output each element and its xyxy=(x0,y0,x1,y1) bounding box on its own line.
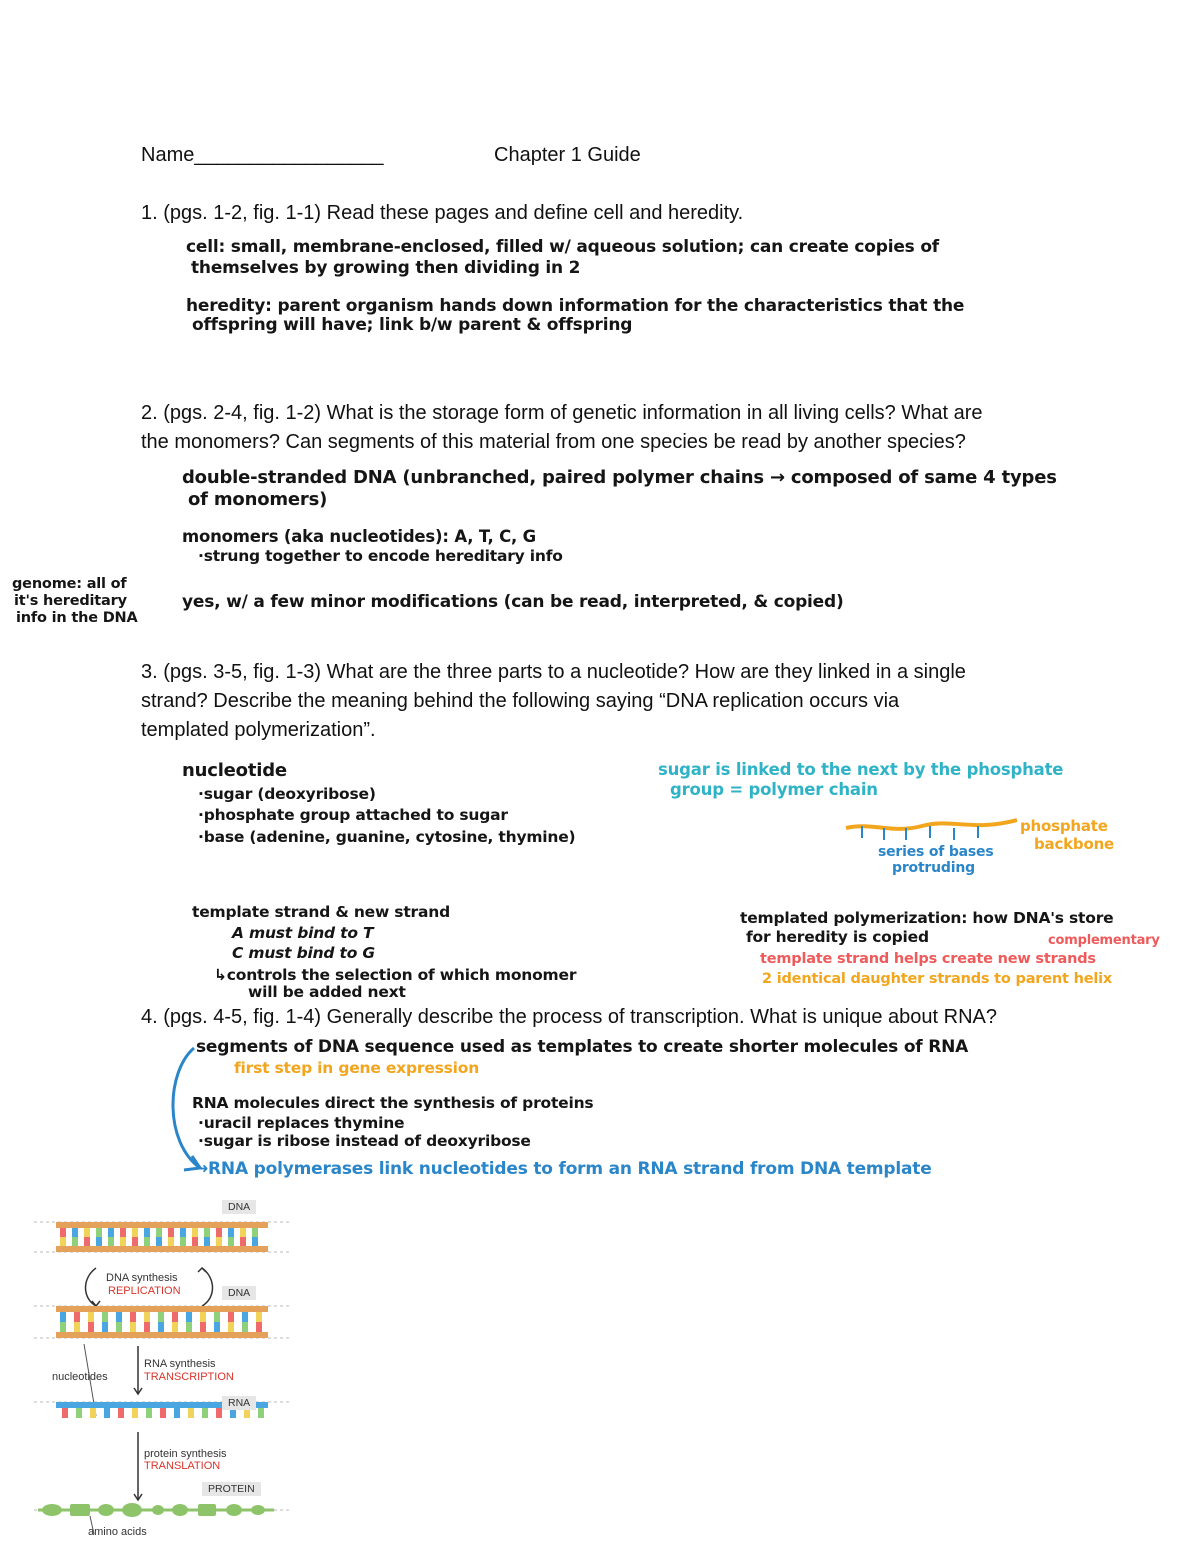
rna-tag: RNA xyxy=(222,1396,256,1410)
sugar-link-note-line1: sugar is linked to the next by the phosphate xyxy=(658,760,1064,779)
rna-polymerase-note: →RNA polymerases link nucleotides to form an RNA strand from DNA template xyxy=(194,1159,932,1179)
rna-answer-line3: ·sugar is ribose instead of deoxyribose xyxy=(198,1132,531,1150)
genome-note-line3: info in the DNA xyxy=(16,610,138,626)
dna-synthesis-label: DNA synthesis xyxy=(106,1272,178,1284)
question-2-line2: the monomers? Can segments of this material from one species be read by another species? xyxy=(141,431,966,453)
nucleotide-part-sugar: ·sugar (deoxyribose) xyxy=(198,785,376,803)
first-step-note: first step in gene expression xyxy=(234,1059,480,1077)
templated-polymerization-line1: templated polymerization: how DNA's store xyxy=(740,909,1114,927)
rna-answer-line1: RNA molecules direct the synthesis of proteins xyxy=(192,1094,594,1112)
controls-note-line1: ↳controls the selection of which monomer xyxy=(214,966,577,984)
protein-tag: PROTEIN xyxy=(202,1482,261,1496)
yes-answer-line: yes, w/ a few minor modifications (can be read, interpreted, & copied) xyxy=(182,592,844,612)
cell-definition-line2: themselves by growing then dividing in 2 xyxy=(191,258,581,278)
question-3-line2: strand? Describe the meaning behind the following saying “DNA replication occurs via xyxy=(141,690,900,712)
question-3-line1: 3. (pgs. 3-5, fig. 1-3) What are the three parts to a nucleotide? How are they linked in a single xyxy=(141,661,966,683)
phosphate-backbone-sketch xyxy=(842,814,1022,844)
genome-note-line2: it's hereditary xyxy=(14,593,127,609)
complementary-note: complementary xyxy=(1048,933,1160,948)
bases-label-line2: protruding xyxy=(892,860,975,876)
question-2-line1: 2. (pgs. 2-4, fig. 1-2) What is the storage form of genetic information in all living cells? What are xyxy=(141,402,983,424)
segments-answer-line: segments of DNA sequence used as templates to create shorter molecules of RNA xyxy=(196,1037,969,1057)
dna-answer-line2: of monomers) xyxy=(188,489,328,510)
monomers-answer-line2: ·strung together to encode hereditary info xyxy=(198,547,563,565)
amino-acids-label: amino acids xyxy=(88,1526,147,1538)
heredity-definition-line2: offspring will have; link b/w parent & offspring xyxy=(192,315,633,335)
question-1: 1. (pgs. 1-2, fig. 1-1) Read these pages and define cell and heredity. xyxy=(141,202,744,224)
pairing-rule-c-g: C must bind to G xyxy=(232,944,375,962)
question-3-line3: templated polymerization”. xyxy=(141,719,376,741)
phosphate-backbone-label-line2: backbone xyxy=(1034,835,1115,853)
rna-answer-line2: ·uracil replaces thymine xyxy=(198,1114,405,1132)
central-dogma-figure xyxy=(34,1194,294,1546)
transcription-label: TRANSCRIPTION xyxy=(144,1371,234,1383)
templated-polymerization-line2: for heredity is copied xyxy=(746,928,929,946)
question-4: 4. (pgs. 4-5, fig. 1-4) Generally describe the process of transcription. What is unique about RNA? xyxy=(141,1006,997,1028)
replication-label: REPLICATION xyxy=(108,1285,181,1297)
template-strand-title: template strand & new strand xyxy=(192,903,450,921)
bases-label-line1: series of bases xyxy=(878,844,994,860)
template-helps-note: template strand helps create new strands xyxy=(760,951,1096,967)
sugar-link-note-line2: group = polymer chain xyxy=(670,780,878,799)
nucleotides-label: nucleotides xyxy=(52,1371,108,1383)
dna-tag-top: DNA xyxy=(222,1200,256,1214)
dna-answer-line1: double-stranded DNA (unbranched, paired polymer chains → composed of same 4 types xyxy=(182,467,1057,488)
rna-synthesis-label: RNA synthesis xyxy=(144,1358,216,1370)
identical-strands-note: 2 identical daughter strands to parent helix xyxy=(762,971,1113,987)
nucleotide-title: nucleotide xyxy=(182,760,287,781)
phosphate-backbone-label-line1: phosphate xyxy=(1020,817,1108,835)
nucleotide-part-base: ·base (adenine, guanine, cytosine, thymine) xyxy=(198,828,576,846)
translation-label: TRANSLATION xyxy=(144,1460,221,1472)
pairing-rule-a-t: A must bind to T xyxy=(232,924,374,942)
cell-definition-line1: cell: small, membrane-enclosed, filled w/ aqueous solution; can create copies of xyxy=(186,237,939,257)
genome-note-line1: genome: all of xyxy=(12,576,127,592)
monomers-answer-line1: monomers (aka nucleotides): A, T, C, G xyxy=(182,527,536,546)
curved-arrow-sketch xyxy=(160,1042,208,1176)
nucleotide-part-phosphate: ·phosphate group attached to sugar xyxy=(198,806,508,824)
heredity-definition-line1: heredity: parent organism hands down information for the characteristics that the xyxy=(186,296,965,316)
controls-note-line2: will be added next xyxy=(248,983,406,1001)
name-field-label: Name_________________ xyxy=(141,144,384,166)
dna-tag-middle: DNA xyxy=(222,1286,256,1300)
guide-title: Chapter 1 Guide xyxy=(494,144,641,166)
protein-synthesis-label: protein synthesis xyxy=(144,1448,227,1460)
